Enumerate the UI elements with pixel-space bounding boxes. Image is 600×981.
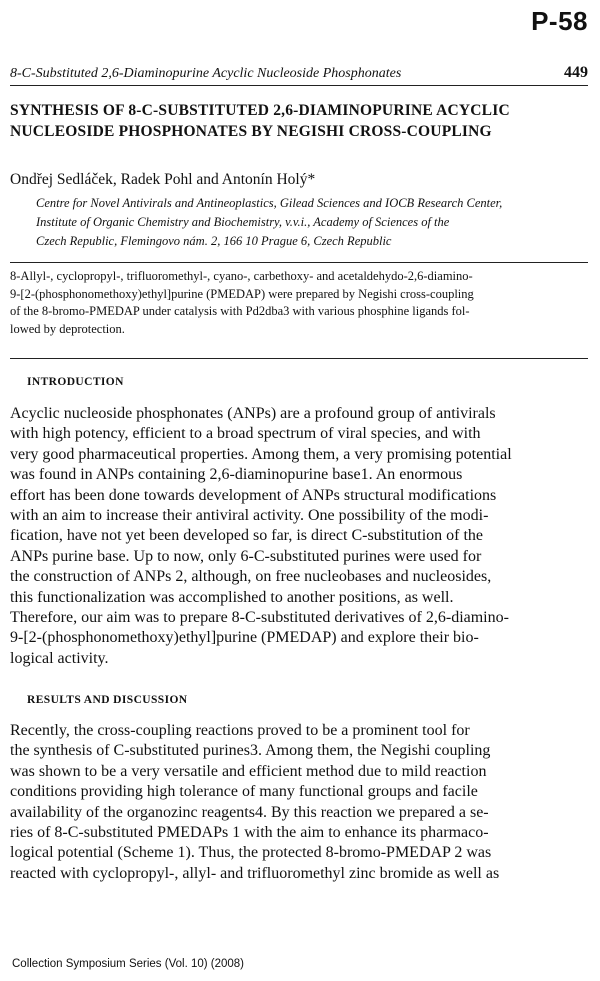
running-header — [10, 58, 588, 86]
page-number: 449 — [564, 64, 588, 81]
body-line: Acyclic nucleoside phosphonates (ANPs) are a profound group of antivirals — [10, 405, 496, 422]
body-line: ries of 8-C-substituted PMEDAPs 1 with the aim to enhance its pharmaco- — [10, 824, 489, 842]
body-line: very good pharmaceutical properties. Among them, a very promising potential — [10, 445, 512, 463]
introduction-body — [10, 404, 588, 669]
body-line: with an aim to increase their antiviral activity. One possibility of the modi- — [10, 507, 489, 525]
results-body — [10, 721, 588, 884]
body-line: logical activity. — [10, 649, 109, 667]
body-line: fication, have not yet been developed so far, is direct C-substitution of the — [10, 527, 484, 545]
abstract-line: 9-[2-(phosphonomethoxy)ethyl]purine (PMEDAP) were prepared by Negishi cross-coupling — [10, 286, 474, 301]
body-line: the synthesis of C-substituted purines3. Among them, the Negishi coupling — [10, 742, 491, 760]
body-line: with high potency, efficient to a broad spectrum of viral species, and with — [10, 425, 481, 443]
body-line: logical potential (Scheme 1). Thus, the protected 8-bromo-PMEDAP 2 was — [10, 844, 492, 862]
title-line: SYNTHESIS OF 8-C-SUBSTITUTED 2,6-DIAMINOPURINE ACYCLIC — [10, 102, 510, 119]
abstract-line: lowed by deprotection. — [10, 321, 125, 336]
body-line: was shown to be a very versatile and efficient method due to mild reaction — [10, 762, 487, 780]
body-line: this functionalization was accomplished to another positions, as well. — [10, 588, 454, 606]
body-line: Therefore, our aim was to prepare 8-C-substituted derivatives of 2,6-diamino- — [10, 609, 509, 627]
body-line: availability of the organozinc reagents4. By this reaction we prepared a se- — [10, 803, 489, 821]
body-line: was found in ANPs containing 2,6-diaminopurine base1. An enormous — [10, 466, 463, 484]
affiliation-line: Centre for Novel Antivirals and Antineoplastics, Gilead Sciences and IOCB Research Center, — [36, 196, 503, 210]
abstract-line: of the 8-bromo-PMEDAP under catalysis with Pd2dba3 with various phosphine ligands fol- — [10, 304, 470, 318]
affiliation — [36, 194, 588, 251]
body-line: Recently, the cross-coupling reactions proved to be a prominent tool for — [10, 722, 470, 739]
abstract-top-rule — [10, 262, 588, 263]
abstract-line: 8-Allyl-, cyclopropyl-, trifluoromethyl-, cyano-, carbethoxy- and acetaldehydo-2,6-diamino- — [10, 269, 473, 283]
paper-title — [10, 100, 588, 142]
affiliation-line: Institute of Organic Chemistry and Biochemistry, v.v.i., Academy of Sciences of the — [36, 215, 450, 229]
results-heading: RESULTS AND DISCUSSION — [27, 694, 188, 706]
body-line: conditions providing high tolerance of many functional groups and facile — [10, 783, 478, 801]
title-line: NUCLEOSIDE PHOSPHONATES BY NEGISHI CROSS-COUPLING — [10, 123, 492, 140]
body-line: effort has been done towards development of ANPs structural modifications — [10, 486, 497, 504]
poster-code: P-58 — [531, 6, 588, 36]
running-title: 8-C-Substituted 2,6-Diaminopurine Acyclic Nucleoside Phosphonates — [10, 66, 402, 81]
abstract-bottom-rule — [10, 358, 588, 359]
author-list: Ondřej Sedláček, Radek Pohl and Antonín Holý* — [10, 171, 316, 188]
body-line: the construction of ANPs 2, although, on free nucleobases and nucleosides, — [10, 568, 492, 586]
footer-citation: Collection Symposium Series (Vol. 10) (2008) — [12, 958, 245, 970]
affiliation-line: Czech Republic, Flemingovo nám. 2, 166 10 Prague 6, Czech Republic — [36, 234, 392, 248]
introduction-heading: INTRODUCTION — [27, 376, 124, 388]
abstract — [10, 268, 588, 338]
body-line: 9-[2-(phosphonomethoxy)ethyl]purine (PMEDAP) and explore their bio- — [10, 629, 479, 647]
body-line: reacted with cyclopropyl-, allyl- and trifluoromethyl zinc bromide as well as — [10, 864, 500, 882]
body-line: ANPs purine base. Up to now, only 6-C-substituted purines were used for — [10, 547, 482, 565]
